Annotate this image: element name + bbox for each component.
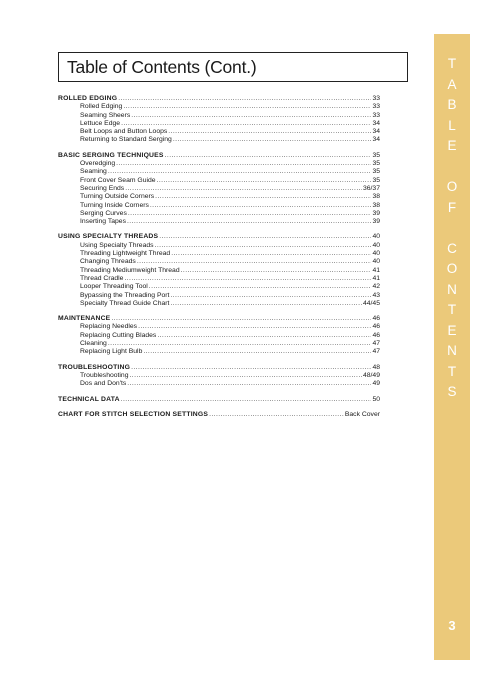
sidebar-letter: S [447, 384, 457, 399]
toc-entry [58, 267, 380, 275]
toc-entry-label: Bypassing the Threading Port [80, 291, 170, 299]
toc-entry [58, 332, 380, 340]
toc-entry [58, 380, 380, 388]
dot-leader [155, 193, 371, 201]
toc-heading-page: 35 [372, 151, 380, 159]
toc-entry [58, 283, 380, 291]
toc-entry-page: 35 [372, 176, 380, 184]
toc-heading-label: TROUBLESHOOTING [58, 363, 131, 371]
toc-entry [58, 112, 380, 120]
toc-entry-page: 34 [372, 119, 380, 127]
toc-entry [58, 348, 380, 356]
toc-entry [58, 258, 380, 266]
toc-entry-label: Cleaning [80, 340, 107, 348]
dot-leader [125, 185, 362, 193]
dot-leader [130, 372, 362, 380]
toc-entry-label: Looper Threading Tool [80, 283, 148, 291]
dot-leader [123, 103, 371, 111]
dot-leader [138, 323, 371, 331]
sidebar-letter: E [447, 322, 457, 338]
toc-heading-page: 50 [372, 395, 380, 403]
table-of-contents [58, 95, 380, 426]
dot-leader [170, 300, 362, 308]
toc-entry [58, 177, 380, 185]
toc-entry-page: 35 [372, 168, 380, 176]
sidebar-letter: F [447, 199, 457, 215]
dot-leader [157, 177, 372, 185]
dot-leader [108, 168, 372, 176]
toc-heading-label: USING SPECIALTY THREADS [58, 233, 159, 241]
toc-entry [58, 120, 380, 128]
toc-entry-label: Turning Inside Corners [80, 201, 149, 209]
toc-entry-label: Belt Loops and Button Loops [80, 128, 168, 136]
page-number: 3 [448, 618, 456, 633]
toc-heading-page: Back Cover [344, 410, 380, 418]
dot-leader [159, 233, 371, 241]
dot-leader [157, 332, 371, 340]
toc-entry-label: Rolled Edging [80, 103, 123, 111]
dot-leader [150, 202, 372, 210]
toc-entry-label: Seaming Sheers [80, 111, 131, 119]
sidebar-letter: N [447, 281, 457, 297]
toc-entry-page: 41 [372, 266, 380, 274]
toc-entry [58, 300, 380, 308]
toc-heading-label: CHART FOR STITCH SELECTION SETTINGS [58, 410, 209, 418]
dot-leader [131, 112, 371, 120]
toc-entry-label: Changing Threads [80, 258, 136, 266]
toc-section [58, 364, 380, 389]
toc-entry-page: 39 [372, 218, 380, 226]
dot-leader [108, 340, 372, 348]
toc-entry-page: 42 [372, 283, 380, 291]
dot-leader [171, 250, 371, 258]
dot-leader [137, 258, 372, 266]
dot-leader [131, 364, 371, 372]
toc-section [58, 95, 380, 145]
dot-leader [168, 128, 371, 136]
sidebar-tab [434, 34, 470, 660]
toc-heading-page: 40 [372, 233, 380, 241]
toc-heading [58, 233, 380, 241]
sidebar-letter: A [447, 76, 457, 92]
dot-leader [173, 136, 372, 144]
toc-entry [58, 103, 380, 111]
toc-entry-page: 34 [372, 136, 380, 144]
toc-section [58, 411, 380, 419]
toc-section [58, 396, 380, 404]
toc-entry-page: 33 [372, 111, 380, 119]
toc-entry-page: 46 [372, 323, 380, 331]
toc-entry-label: Troubleshooting [80, 371, 129, 379]
toc-entry-label: Securing Ends [80, 184, 125, 192]
toc-heading-label: TECHNICAL DATA [58, 395, 120, 403]
toc-entry-page: 38 [372, 193, 380, 201]
toc-entry-page: 40 [372, 250, 380, 258]
sidebar-letter: T [447, 56, 457, 71]
sidebar-letter: C [447, 240, 457, 256]
dot-leader [181, 267, 372, 275]
toc-heading [58, 364, 380, 372]
toc-entry [58, 323, 380, 331]
toc-heading-label: MAINTENANCE [58, 315, 111, 323]
toc-entry-label: Inserting Tapes [80, 218, 126, 226]
toc-entry [58, 136, 380, 144]
page-title: Table of Contents (Cont.) [67, 57, 257, 77]
dot-leader [124, 275, 371, 283]
toc-entry-page: 41 [372, 274, 380, 282]
sidebar-letter: O [446, 261, 458, 276]
toc-entry-page: 40 [372, 241, 380, 249]
dot-leader [121, 396, 372, 404]
toc-entry-page: 46 [372, 331, 380, 339]
toc-entry [58, 372, 380, 380]
toc-entry [58, 275, 380, 283]
toc-entry-page: 48/49 [362, 371, 380, 379]
toc-heading-page: 48 [372, 363, 380, 371]
toc-entry-page: 44/45 [362, 299, 380, 307]
toc-section [58, 233, 380, 308]
toc-entry-page: 38 [372, 201, 380, 209]
toc-heading [58, 396, 380, 404]
dot-leader [170, 292, 371, 300]
sidebar-letter [434, 218, 470, 239]
toc-entry-label: Replacing Cutting Blades [80, 331, 157, 339]
toc-heading [58, 95, 380, 103]
toc-section [58, 315, 380, 356]
toc-entry [58, 202, 380, 210]
toc-entry-label: Using Specialty Threads [80, 241, 154, 249]
toc-entry [58, 160, 380, 168]
toc-entry-page: 47 [372, 348, 380, 356]
toc-entry [58, 340, 380, 348]
toc-entry [58, 242, 380, 250]
dot-leader [118, 95, 371, 103]
sidebar-letter: B [447, 97, 457, 112]
toc-entry-label: Dos and Don'ts [80, 380, 127, 388]
toc-entry [58, 210, 380, 218]
sidebar-letter [434, 157, 470, 178]
title-box [58, 52, 408, 82]
toc-heading-page: 33 [372, 95, 380, 102]
toc-heading [58, 152, 380, 160]
toc-entry-label: Seaming [80, 168, 107, 176]
dot-leader [111, 315, 371, 323]
toc-entry-label: Replacing Light Bulb [80, 348, 143, 356]
sidebar-letter: N [447, 343, 457, 358]
toc-entry-page: 35 [372, 160, 380, 168]
toc-entry [58, 292, 380, 300]
dot-leader [165, 152, 372, 160]
toc-entry-label: Threading Mediumweight Thread [80, 266, 180, 274]
toc-entry-label: Threading Lightweight Thread [80, 250, 171, 258]
toc-entry [58, 185, 380, 193]
toc-heading-label: ROLLED EDGING [58, 95, 118, 102]
toc-entry-label: Lettuce Edge [80, 119, 121, 127]
sidebar-letter: T [447, 363, 457, 379]
toc-heading-label: BASIC SERGING TECHNIQUES [58, 151, 164, 159]
toc-entry-label: Serging Curves [80, 209, 127, 217]
dot-leader [127, 380, 371, 388]
toc-entry-label: Specialty Thread Guide Chart [80, 299, 170, 307]
dot-leader [116, 160, 371, 168]
dot-leader [209, 411, 344, 419]
toc-entry-label: Thread Cradle [80, 274, 124, 282]
toc-entry-page: 47 [372, 340, 380, 348]
dot-leader [128, 210, 372, 218]
toc-heading [58, 411, 380, 419]
toc-section [58, 152, 380, 227]
sidebar-letter: L [448, 117, 456, 133]
toc-entry-label: Replacing Needles [80, 323, 138, 331]
toc-entry-label: Front Cover Seam Guide [80, 176, 156, 184]
toc-entry-label: Overedging [80, 160, 116, 168]
toc-entry-page: 34 [372, 128, 380, 136]
toc-entry-page: 33 [372, 103, 380, 111]
toc-heading [58, 315, 380, 323]
toc-heading-page: 46 [372, 315, 380, 323]
sidebar-letter: O [446, 179, 458, 194]
toc-entry [58, 128, 380, 136]
toc-entry [58, 250, 380, 258]
toc-entry-page: 49 [372, 380, 380, 388]
sidebar-vertical-title [434, 54, 470, 403]
sidebar-letter: E [447, 138, 457, 153]
toc-entry [58, 193, 380, 201]
toc-entry [58, 168, 380, 176]
toc-entry-page: 43 [372, 291, 380, 299]
sidebar-letter: T [447, 302, 457, 317]
toc-entry-page: 40 [372, 258, 380, 266]
toc-entry-page: 36/37 [362, 184, 380, 192]
toc-entry-page: 39 [372, 209, 380, 217]
dot-leader [143, 348, 371, 356]
dot-leader [149, 283, 372, 291]
toc-entry-label: Returning to Standard Serging [80, 136, 172, 144]
toc-entry-label: Turning Outside Corners [80, 193, 155, 201]
dot-leader [127, 218, 371, 226]
dot-leader [155, 242, 372, 250]
dot-leader [121, 120, 371, 128]
toc-entry [58, 218, 380, 226]
